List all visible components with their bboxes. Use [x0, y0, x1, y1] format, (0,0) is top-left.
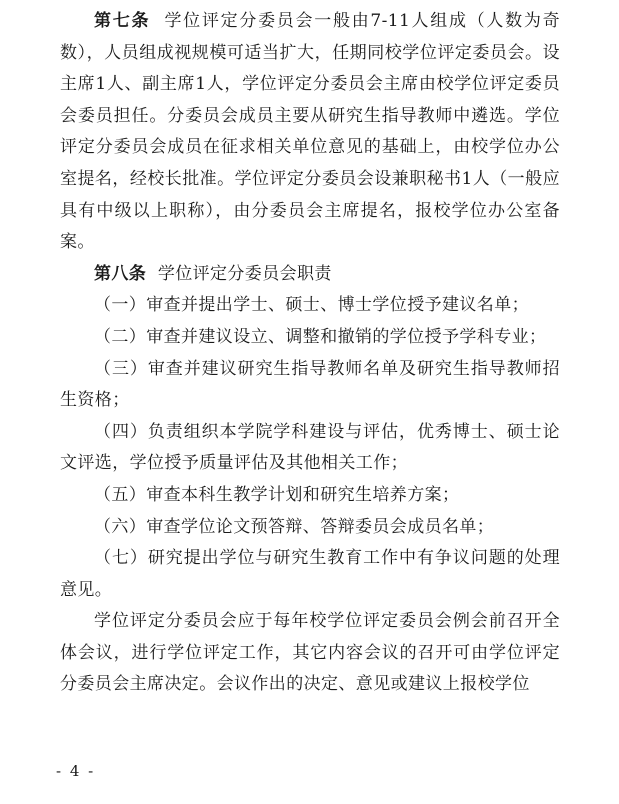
article-8-item-6: （六）审查学位论文预答辩、答辩委员会成员名单； [94, 516, 495, 537]
article-8-title: 第八条 [94, 263, 147, 284]
document-body [60, 6, 560, 701]
article-8-item-4: （四）负责组织本学院学科建设与评估，优秀博士、硕士论文评选，学位授予质量评估及其他相关工作； [60, 421, 560, 474]
article-8-item-1: （一）审查并提出学士、硕士、博士学位授予建议名单； [94, 295, 529, 316]
article-7-body: 学位评定分委员会一般由7-11人组成（人数为奇数），人员组成视规模可适当扩大，任期同校学位评定委员会。设主席1人、副主席1人，学位评定分委员会主席由校学位评定委员会委员担任。分委员会成员主要从研究生指导教师中遴选。学位评定分委员会成员在征求相关单位意见的基础上，由校学位办公室提名，经校长批准。学位评定分委员会设兼职秘书1人（一般应具有中级以上职称），由分委员会主席提名，报校学位办公室备案。 [60, 11, 561, 253]
article-8-item-2: （二）审查并建议设立、调整和撤销的学位授予学科专业； [94, 326, 547, 347]
article-8-item-5: （五）审查本科生教学计划和研究生培养方案； [94, 484, 460, 505]
article-7-title: 第七条 [94, 11, 151, 31]
article-8-item-3: （三）审查并建议研究生指导教师名单及研究生指导教师招生资格； [60, 358, 560, 411]
article-8-body: 学位评定分委员会职责 [157, 263, 332, 284]
page-number: - 4 - [56, 762, 96, 780]
article-8-item-7: （七）研究提出学位与研究生教育工作中有争议问题的处理意见。 [60, 548, 560, 600]
closing-paragraph: 学位评定分委员会应于每年校学位评定委员会例会前召开全体会议，进行学位评定工作，其它内容会议的召开可由学位评定分委员会主席决定。会议作出的决定、意见或建议上报校学位 [60, 611, 560, 695]
article-7-paragraph [60, 6, 560, 259]
article-8-heading [60, 259, 560, 291]
